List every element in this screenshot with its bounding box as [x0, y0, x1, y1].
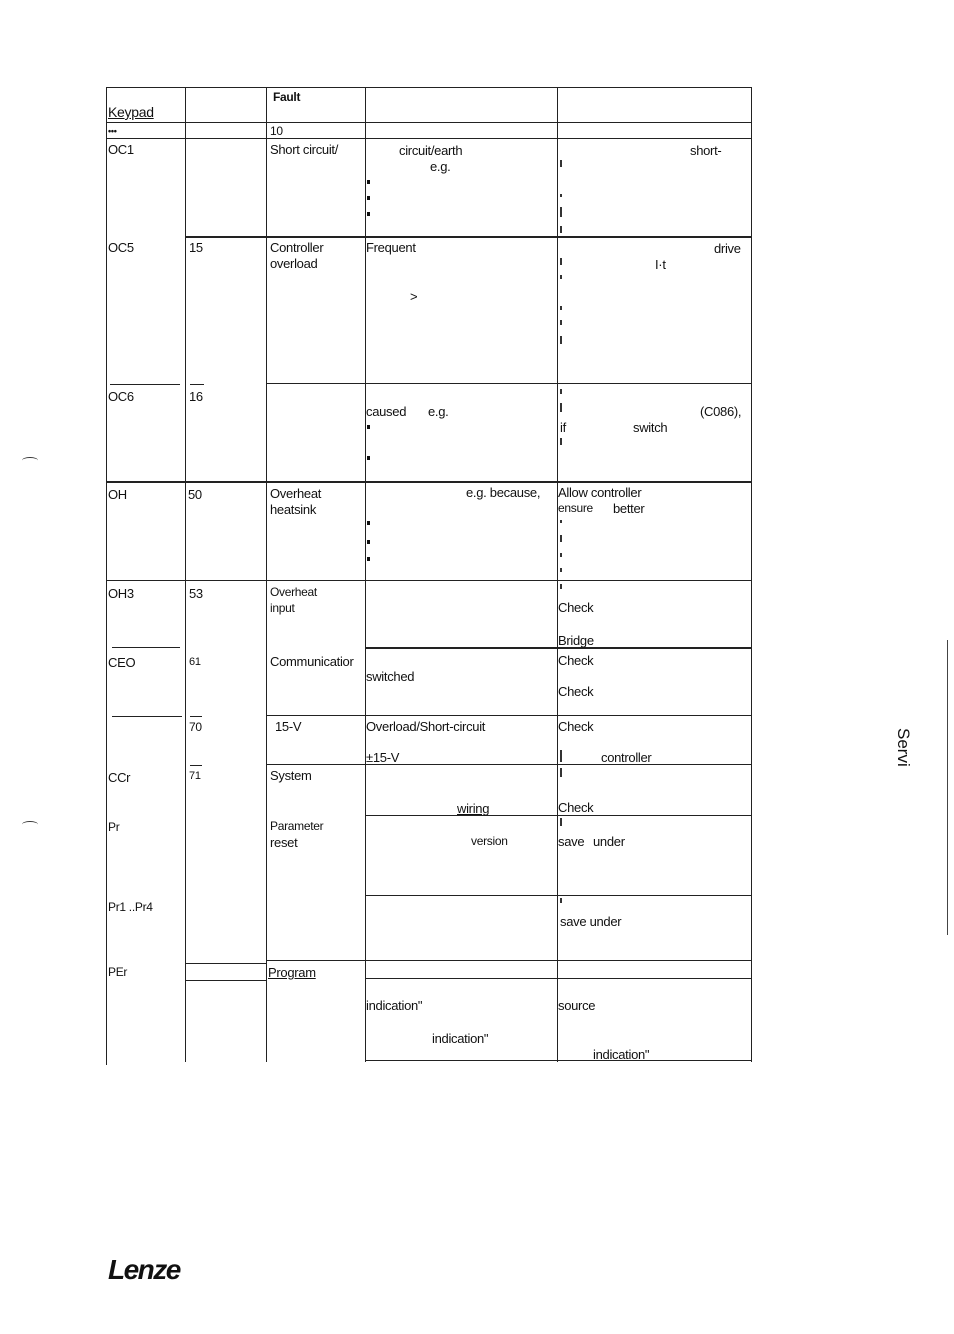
- row-oh3-fault-a: Overheat: [270, 585, 317, 599]
- row-oc1-remedy: short-: [690, 143, 722, 158]
- table-border-right: [751, 87, 752, 1062]
- row-70-cause-a: Overload/Short-circuit: [366, 719, 486, 734]
- tick: [560, 750, 562, 762]
- row-ccr-cause: wiring: [457, 801, 490, 816]
- row-ceo-cause: switched: [366, 669, 415, 684]
- row-oh-remedy-c: better: [613, 501, 645, 516]
- tick: [560, 898, 562, 903]
- row-oc1-cause-a: circuit/earth: [399, 143, 463, 158]
- tick: [560, 438, 562, 445]
- side-rule: [947, 640, 948, 935]
- row-oc6-cause-a: caused: [366, 404, 407, 419]
- tick: [560, 160, 562, 167]
- bullet: [367, 557, 370, 561]
- row-oh3-remedy-b: Bridge: [558, 633, 594, 648]
- header-line-2: [106, 138, 752, 139]
- bullet: [367, 180, 370, 184]
- row-oc6-cause-b: e.g.: [428, 404, 449, 419]
- row-70-number: 70: [189, 720, 202, 734]
- row-pr-fault-a: Parameter: [270, 819, 324, 833]
- row-oh-number: 50: [188, 487, 202, 502]
- tick: [560, 194, 562, 197]
- row-line-2b: [190, 384, 204, 385]
- row-oc6-code: OC6: [108, 389, 134, 404]
- row-70-remedy-b: controller: [601, 750, 652, 765]
- tick: [560, 818, 562, 826]
- margin-mark-2: [22, 821, 38, 828]
- row-oc6-remedy-a: (C086),: [700, 404, 742, 419]
- row-line-6a: [112, 716, 182, 717]
- row-oc5-code: OC5: [108, 240, 134, 255]
- row-line-3: [106, 481, 752, 483]
- row-70-cause-b: ±15-V: [366, 750, 400, 765]
- row-per-cause-b: indication": [432, 1031, 489, 1046]
- row-oc6-number: 16: [189, 389, 203, 404]
- table-border-top: [106, 87, 752, 88]
- tick: [560, 403, 562, 412]
- row-ceo-number: 61: [189, 656, 201, 668]
- row-oc6-remedy-b: if: [560, 420, 566, 435]
- row-ceo-remedy-a: Check: [558, 653, 594, 668]
- tick: [560, 768, 562, 777]
- tick: [560, 568, 562, 572]
- row-line-6: [266, 715, 752, 716]
- row-line-7: [266, 764, 752, 765]
- row-oc1-code: OC1: [108, 142, 134, 157]
- row-oc5-number: 15: [189, 240, 203, 255]
- row-oc5-cause-a: Frequent: [366, 240, 416, 255]
- row-line-2: [266, 383, 752, 384]
- col-divider-3: [365, 87, 366, 1062]
- tick: [560, 275, 562, 279]
- row-per-code: PEr: [108, 965, 128, 979]
- row-pr1-code: Pr1 ..Pr4: [108, 900, 153, 914]
- row-pr-code: Pr: [108, 820, 120, 834]
- tick: [560, 258, 562, 265]
- row-oh3-code: OH3: [108, 586, 134, 601]
- tick: [560, 207, 562, 217]
- row-ccr-fault: System: [270, 768, 312, 783]
- row-oh3-remedy-a: Check: [558, 600, 594, 615]
- row-per-remedy-b: indication": [593, 1047, 650, 1062]
- header-sub-3: 10: [270, 124, 283, 138]
- row-oc5-remedy-a: drive: [714, 241, 741, 256]
- row-line-1: [185, 236, 752, 238]
- row-oc5-fault-a: Controller: [270, 240, 324, 255]
- row-line-5a: [112, 647, 180, 648]
- row-line-4: [106, 580, 752, 581]
- table-border-bottom: [366, 1060, 752, 1061]
- row-oh-code: OH: [108, 487, 127, 502]
- tick: [560, 320, 562, 325]
- bullet: [367, 425, 370, 429]
- header-line-1: [106, 122, 752, 123]
- row-70-fault: 15-V: [275, 719, 302, 734]
- header-keypad: Keypad: [108, 104, 154, 120]
- row-line-11: [366, 978, 752, 979]
- row-oh-cause-a: e.g. because,: [466, 485, 541, 500]
- row-ceo-code: CEO: [108, 655, 136, 670]
- row-oh3-fault-b: input: [270, 601, 295, 615]
- row-oc6-remedy-c: switch: [633, 420, 668, 435]
- row-pr1-remedy: save under: [560, 914, 622, 929]
- tick: [560, 226, 562, 233]
- row-ceo-remedy-b: Check: [558, 684, 594, 699]
- row-per-cause-a: indication": [366, 998, 423, 1013]
- row-pr-cause: version: [471, 834, 508, 848]
- row-oc5-cause-b: >: [410, 289, 418, 304]
- col-divider-4: [557, 87, 558, 1062]
- row-ccr-number: 71: [189, 770, 201, 782]
- tick: [560, 520, 562, 523]
- row-line-6b: [190, 716, 202, 717]
- lenze-logo: Lenze: [108, 1254, 180, 1285]
- row-ceo-fault: Communicatior: [270, 654, 354, 669]
- tick: [560, 336, 562, 344]
- row-line-11a: [185, 980, 266, 981]
- row-oc5-remedy-b: I·t: [655, 257, 666, 272]
- row-oc1-cause-b: e.g.: [430, 159, 451, 174]
- margin-mark-1: [22, 457, 38, 464]
- tick: [560, 535, 562, 542]
- col-divider-1: [185, 87, 186, 1062]
- row-per-remedy-a: source: [558, 998, 596, 1013]
- row-oh3-number: 53: [189, 586, 203, 601]
- tick: [560, 584, 562, 589]
- tick: [560, 306, 562, 310]
- bullet: [367, 540, 370, 544]
- row-oh-remedy-b: ensure: [558, 501, 593, 515]
- bullet: [367, 456, 370, 460]
- row-pr-remedy-b: under: [593, 834, 625, 849]
- tick: [560, 389, 562, 394]
- bullet: [367, 212, 370, 216]
- row-oc5-fault-b: overload: [270, 256, 318, 271]
- row-line-2a: [110, 384, 180, 385]
- header-fault: Fault: [273, 90, 301, 104]
- col-divider-2: [266, 87, 267, 1062]
- row-line-10a: [185, 963, 266, 964]
- row-70-remedy-a: Check: [558, 719, 594, 734]
- row-line-9: [366, 895, 752, 896]
- row-per-fault: Program: [268, 965, 316, 980]
- row-ccr-remedy: Check: [558, 800, 594, 815]
- row-oh-fault-b: heatsink: [270, 502, 317, 517]
- table-border-left: [106, 87, 107, 1065]
- row-pr-remedy-a: save: [558, 834, 585, 849]
- bullet: [367, 521, 370, 525]
- row-oc1-fault: Short circuit/: [270, 142, 339, 157]
- row-ccr-code: CCr: [108, 770, 131, 785]
- row-pr-fault-b: reset: [270, 835, 298, 850]
- header-sub-1: •••: [108, 126, 117, 136]
- side-section-label: Servi: [894, 728, 913, 767]
- row-oh-remedy-a: Allow controller: [558, 485, 642, 500]
- row-line-8: [366, 815, 752, 816]
- row-oh-fault-a: Overheat: [270, 486, 322, 501]
- row-line-7a: [190, 765, 202, 766]
- row-line-10: [266, 960, 752, 961]
- tick: [560, 553, 562, 557]
- bullet: [367, 196, 370, 200]
